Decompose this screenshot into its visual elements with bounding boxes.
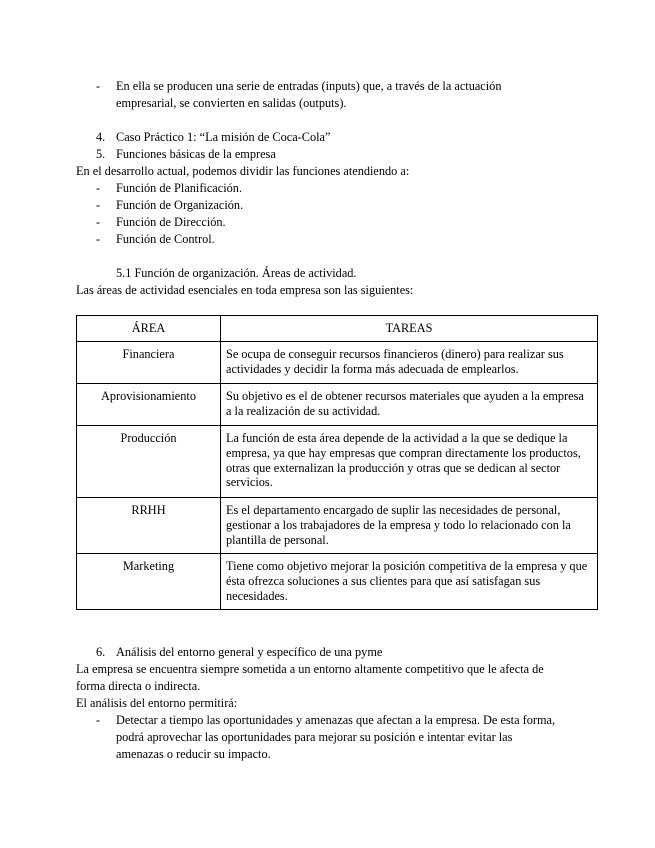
list-item-case-study: Caso Práctico 1: “La misión de Coca-Cola” [116,130,331,144]
table-header-row [77,316,598,342]
area-cell: Financiera [77,342,221,384]
paragraph-line: El análisis del entorno permitirá: [76,696,238,710]
subheading: 5.1 Función de organización. Áreas de actividad. [116,266,357,280]
function-item: Función de Control. [116,232,215,246]
tareas-cell: Su objetivo es el de obtener recursos materiales que ayuden a la empresa a la realización de su actividad. [221,384,598,426]
section-number: 6. [96,645,106,659]
paragraph-line: La empresa se encuentra siempre sometida a un entorno altamente competitivo que le afecta de [76,662,544,676]
header-tareas: TAREAS [221,316,598,342]
area-cell: Aprovisionamiento [77,384,221,426]
area-cell: Producción [77,426,221,498]
bullet-line: podrá aprovechar las oportunidades para mejorar su posición e intentar evitar las [116,730,513,744]
bullet-dash: - [96,713,101,727]
bullet-dash: - [96,215,101,229]
function-item: Función de Organización. [116,198,244,212]
area-cell: RRHH [77,498,221,554]
bullet-line: Detectar a tiempo las oportunidades y amenazas que afectan a la empresa. De esta forma, [116,713,556,727]
table-row [77,498,598,554]
table-row [77,384,598,426]
tareas-cell: Tiene como objetivo mejorar la posición competitiva de la empresa y que ésta ofrezca soluciones a sus clientes para que así satisfagan sus necesidades. [221,554,598,610]
table-intro: Las áreas de actividad esenciales en toda empresa son las siguientes: [76,283,414,297]
areas-table [76,315,598,610]
bullet-dash: - [96,198,101,212]
paragraph-line: forma directa o indirecta. [76,679,201,693]
table-row [77,426,598,498]
section-title: Análisis del entorno general y específico de una pyme [116,645,383,659]
list-item-basic-functions: Funciones básicas de la empresa [116,147,276,161]
list-number: 4. [96,130,106,144]
functions-intro: En el desarrollo actual, podemos dividir las funciones atendiendo a: [76,164,410,178]
header-area: ÁREA [77,316,221,342]
table-row [77,342,598,384]
intro-bullet-line2: empresarial, se convierten en salidas (outputs). [116,96,347,110]
table-row [77,554,598,610]
tareas-cell: Es el departamento encargado de suplir las necesidades de personal, gestionar a los trabajadores de la empresa y todo lo relacionado con la plantilla de personal. [221,498,598,554]
bullet-line: amenazas o reducir su impacto. [116,747,271,761]
bullet-dash: - [96,232,101,246]
intro-bullet-line1: En ella se producen una serie de entradas (inputs) que, a través de la actuación [116,79,502,93]
function-item: Función de Dirección. [116,215,226,229]
tareas-cell: La función de esta área depende de la actividad a la que se dedique la empresa, ya que hay empresas que compran directamente los productos, otras que externalizan la producción y otras que se dedican al sector servicios. [221,426,598,498]
bullet-dash: - [96,79,101,93]
bullet-dash: - [96,181,101,195]
function-item: Función de Planificación. [116,181,243,195]
area-cell: Marketing [77,554,221,610]
tareas-cell: Se ocupa de conseguir recursos financieros (dinero) para realizar sus actividades y decidir la forma más adecuada de emplearlos. [221,342,598,384]
list-number: 5. [96,147,106,161]
